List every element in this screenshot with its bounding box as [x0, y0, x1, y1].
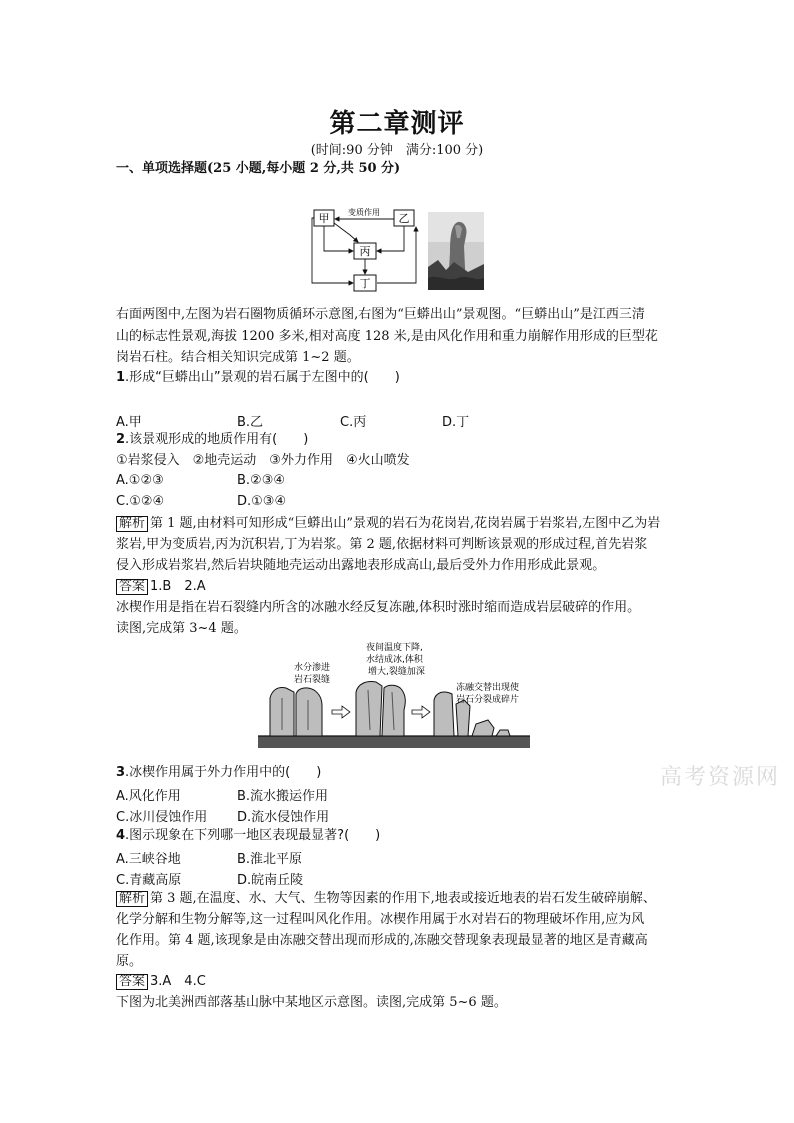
arrow-2	[412, 706, 430, 718]
answer2	[116, 973, 206, 991]
question-1	[116, 369, 400, 387]
intro2-line1: 冰楔作用是指在岩石裂缝内所含的冰融水经反复冻融,体积时涨时缩而造成岩层破碎的作用。	[116, 600, 641, 615]
question-1-text: .形成“巨蟒出山”景观的岩石属于左图中的( )	[125, 370, 400, 385]
exam-info: (时间:90 分钟 满分:100 分)	[310, 143, 484, 158]
q4-option-d: D.皖南丘陵	[237, 873, 304, 888]
analysis1-label: 解析	[116, 516, 148, 532]
analysis1-line1	[116, 515, 660, 533]
box-ding-label: 丁	[359, 277, 371, 290]
arrow-1	[332, 706, 350, 718]
intro1-line2: 山的标志性景观,海拔 1200 多米,相对高度 128 米,是由风化作用和重力崩解作用形成的巨型花	[116, 329, 658, 344]
label2-line3: 增大,裂缝加深	[368, 667, 425, 677]
frost-wedging-diagram	[258, 640, 530, 752]
q3-option-c: C.冰川侵蚀作用	[116, 810, 208, 825]
watermark: 高考资源网	[660, 765, 781, 790]
analysis2-text1: 第 3 题,在温度、水、大气、生物等因素的作用下,地表或接近地表的岩石发生破碎崩解、	[150, 891, 656, 906]
intro1-line1: 右面两图中,左图为岩石圈物质循环示意图,右图为“巨蟒出山”景观图。“巨蟒出山”是江西三清	[116, 307, 645, 322]
analysis2-line3: 化作用。第 4 题,该现象是由冻融交替出现而形成的,冻融交替现象表现最显著的地区是青藏高	[116, 933, 648, 948]
question-3-text: .冰楔作用属于外力作用中的( )	[125, 765, 322, 780]
analysis2-line1	[116, 890, 656, 908]
rock-stage-1	[270, 687, 322, 736]
box-yi-label: 乙	[398, 212, 410, 225]
q1-option-c: C.丙	[340, 415, 367, 430]
label1-line2: 岩石裂缝	[294, 675, 331, 685]
intro2-line2: 读图,完成第 3~4 题。	[116, 621, 247, 636]
q1-option-a: A.甲	[116, 415, 142, 430]
q1-option-b: B.乙	[237, 415, 264, 430]
q3-option-a: A.风化作用	[116, 789, 181, 804]
q2-option-a: A.①②③	[116, 473, 164, 488]
box-jia-label: 甲	[318, 212, 330, 225]
q1-option-d: D.丁	[442, 415, 470, 430]
q3-option-b: B.流水搬运作用	[237, 789, 329, 804]
question-4-text: .图示现象在下列哪一地区表现最显著?( )	[125, 828, 381, 843]
intro3: 下图为北美洲西部落基山脉中某地区示意图。读图,完成第 5~6 题。	[116, 995, 507, 1010]
answer2-text: 3.A 4.C	[150, 974, 206, 989]
label2-line2: 水结成冰,体积	[366, 655, 423, 665]
label1-line1: 水分渗进	[294, 663, 331, 673]
q4-option-b: B.淮北平原	[237, 852, 303, 867]
analysis2-line2: 化学分解和生物分解等,这一过程叫风化作用。冰楔作用属于水对岩石的物理破坏作用,应为风	[116, 912, 645, 927]
question-3-number: 3	[116, 765, 126, 780]
q4-option-c: C.青藏高原	[116, 873, 182, 888]
analysis1-text1: 第 1 题,由材料可知形成“巨蟒出山”景观的岩石为花岗岩,花岗岩属于岩浆岩,左图中乙为岩	[150, 516, 661, 531]
q2-option-c: C.①②④	[116, 494, 165, 509]
question-4	[116, 827, 380, 845]
intro1-line3: 岗岩石柱。结合相关知识完成第 1~2 题。	[116, 350, 360, 365]
question-1-number: 1	[116, 370, 126, 385]
q2-option-d: D.①③④	[237, 494, 287, 509]
question-2	[116, 431, 308, 449]
answer1-label: 答案	[116, 579, 148, 595]
page-title: 第二章测评	[329, 109, 465, 139]
analysis2-line4: 原。	[116, 954, 143, 969]
answer1-text: 1.B 2.A	[150, 579, 206, 594]
q2-option-b: B.②③④	[237, 473, 286, 488]
label3-line1: 冻融交替出现使	[456, 683, 520, 693]
analysis2-label: 解析	[116, 891, 148, 907]
label3-line2: 岩石分裂成碎片	[456, 695, 520, 705]
q3-option-d: D.流水侵蚀作用	[237, 810, 330, 825]
q2-statements: ①岩浆侵入 ②地壳运动 ③外力作用 ④火山喷发	[116, 453, 410, 468]
rock-stage-2	[356, 681, 405, 736]
section-heading: 一、单项选择题(25 小题,每小题 2 分,共 50 分)	[116, 161, 401, 176]
question-2-number: 2	[116, 432, 126, 447]
answer2-label: 答案	[116, 974, 148, 990]
question-2-text: .该景观形成的地质作用有( )	[125, 432, 309, 447]
analysis1-line3: 侵入形成岩浆岩,然后岩块随地壳运动出露地表形成高山,最后受外力作用形成此景观。	[116, 558, 606, 573]
question-3	[116, 764, 321, 782]
giant-python-photo	[428, 212, 484, 290]
q4-option-a: A.三峡谷地	[116, 852, 181, 867]
box-bing-label: 丙	[359, 245, 371, 258]
rock-cycle-diagram	[310, 205, 420, 295]
metamorphism-label: 变质作用	[348, 208, 380, 217]
analysis1-line2: 浆岩,甲为变质岩,丙为沉积岩,丁为岩浆。第 2 题,依据材料可判断该景观的形成过程,首先岩浆	[116, 537, 648, 552]
question-4-number: 4	[116, 828, 126, 843]
answer1	[116, 578, 206, 596]
label2-line1: 夜间温度下降,	[366, 643, 423, 653]
